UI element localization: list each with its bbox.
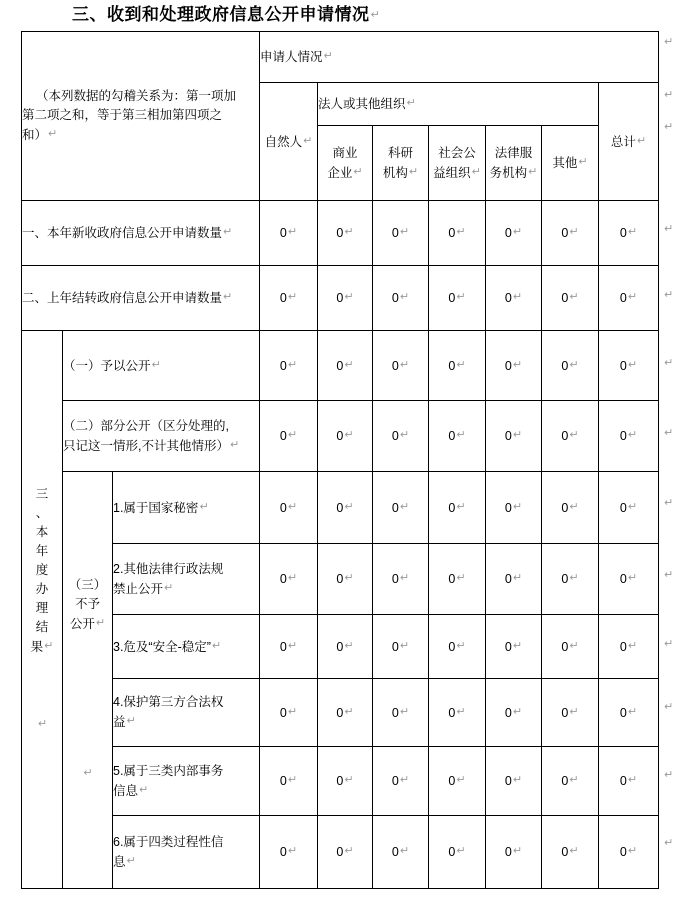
pilcrow-mark: ↵ <box>344 705 354 718</box>
table-row <box>22 615 659 679</box>
cell-value: 0↵ <box>486 401 542 472</box>
pilcrow-mark: ↵ <box>399 774 410 786</box>
cell-value: 0↵ <box>486 266 542 331</box>
cell-value: 0↵ <box>373 472 429 544</box>
pilcrow-mark: ↵ <box>287 291 298 303</box>
pilcrow-mark: ↵ <box>399 291 410 303</box>
cell-value: 0↵ <box>429 472 486 544</box>
pilcrow-mark: ↵ <box>471 165 481 178</box>
cell-value: 0↵ <box>318 544 373 615</box>
cell-value: 0↵ <box>260 401 318 472</box>
cell-value: 0↵ <box>542 615 599 679</box>
pilcrow-mark: ↵ <box>344 226 354 238</box>
pilcrow-mark: ↵ <box>664 638 674 650</box>
cell-value: 0↵ <box>486 615 542 679</box>
cell-value: 0↵ <box>373 266 429 331</box>
cell-value: 0↵ <box>542 266 599 331</box>
cell-value: 0↵ <box>318 679 373 747</box>
pilcrow-mark: ↵ <box>48 128 58 140</box>
row-group-annual-results: 三 、 本 年 度 办 理 结 果↵ ↵ <box>22 331 63 889</box>
table-row <box>22 331 659 401</box>
pilcrow-mark: ↵ <box>344 500 354 513</box>
pilcrow-mark: ↵ <box>627 774 638 786</box>
header-column-total: 总计↵ <box>599 83 659 201</box>
cell-value: 0↵ <box>429 266 486 331</box>
pilcrow-mark: ↵ <box>344 291 354 303</box>
pilcrow-mark: ↵ <box>344 639 354 652</box>
pilcrow-mark: ↵ <box>211 639 222 652</box>
pilcrow-mark: ↵ <box>664 701 674 713</box>
pilcrow-mark: ↵ <box>456 291 466 303</box>
pilcrow-mark: ↵ <box>456 500 466 513</box>
header-column-social-welfare-org: 社会公 益组织↵ <box>429 126 486 201</box>
pilcrow-mark: ↵ <box>627 429 638 441</box>
cell-value: 0↵ <box>429 816 486 889</box>
cell-value: 0↵ <box>542 401 599 472</box>
cell-value: 0↵ <box>260 747 318 816</box>
pilcrow-mark: ↵ <box>223 226 233 238</box>
pilcrow-mark: ↵ <box>399 429 410 441</box>
pilcrow-mark: ↵ <box>569 500 579 513</box>
cell-value: 0↵ <box>260 544 318 615</box>
pilcrow-mark: ↵ <box>569 291 579 303</box>
header-note-line-1: （本列数据的勾稽关系为：第一项加 <box>36 89 237 103</box>
pilcrow-mark: ↵ <box>229 438 240 451</box>
pilcrow-mark: ↵ <box>344 429 354 441</box>
gov-information-disclosure-table <box>21 31 659 889</box>
cell-value: 0↵ <box>486 472 542 544</box>
row-label-carried-over: 二、上年结转政府信息公开申请数量↵ <box>22 266 260 331</box>
header-column-legal-service-org: 法律服 务机构↵ <box>486 126 542 201</box>
pilcrow-mark: ↵ <box>126 715 136 727</box>
cell-value: 0↵ <box>486 679 542 747</box>
cell-value: 0↵ <box>599 544 659 615</box>
cell-value: 0↵ <box>373 679 429 747</box>
cell-value: 0↵ <box>429 331 486 401</box>
cell-value: 0↵ <box>486 747 542 816</box>
row-label-process-info: 6.属于四类过程性信 息↵ <box>113 816 260 889</box>
pilcrow-mark: ↵ <box>664 223 674 235</box>
cell-value: 0↵ <box>542 747 599 816</box>
pilcrow-mark: ↵ <box>569 705 579 718</box>
pilcrow-mark: ↵ <box>344 572 354 584</box>
pilcrow-mark: ↵ <box>627 705 638 718</box>
pilcrow-mark: ↵ <box>627 845 638 857</box>
pilcrow-mark: ↵ <box>627 500 638 513</box>
table-row <box>22 472 659 544</box>
cell-value: 0↵ <box>260 816 318 889</box>
pilcrow-mark: ↵ <box>456 845 466 857</box>
cell-value: 0↵ <box>373 544 429 615</box>
pilcrow-mark: ↵ <box>399 845 410 857</box>
header-column-research-institution: 科研 机构↵ <box>373 126 429 201</box>
table-row <box>22 747 659 816</box>
pilcrow-mark: ↵ <box>199 500 209 513</box>
pilcrow-mark: ↵ <box>399 639 410 652</box>
cell-value: 0↵ <box>373 331 429 401</box>
pilcrow-mark: ↵ <box>569 845 579 857</box>
cell-value: 0↵ <box>373 201 429 266</box>
row-label-internal-affairs: 5.属于三类内部事务 信息↵ <box>113 747 260 816</box>
pilcrow-mark: ↵ <box>627 358 638 371</box>
table-row <box>22 679 659 747</box>
cell-value: 0↵ <box>599 747 659 816</box>
cell-value: 0↵ <box>542 544 599 615</box>
pilcrow-mark: ↵ <box>664 769 674 781</box>
row-label-state-secret: 1.属于国家秘密↵ <box>113 472 260 544</box>
cell-value: 0↵ <box>373 401 429 472</box>
cell-value: 0↵ <box>260 331 318 401</box>
pilcrow-mark: ↵ <box>44 639 54 652</box>
page-title-text: 三、收到和处理政府信息公开申请情况 <box>72 5 370 24</box>
pilcrow-mark: ↵ <box>664 36 674 48</box>
pilcrow-mark: ↵ <box>627 226 638 238</box>
header-column-other: 其他↵ <box>542 126 599 201</box>
pilcrow-mark: ↵ <box>323 50 333 62</box>
pilcrow-mark: ↵ <box>664 121 674 133</box>
pilcrow-mark: ↵ <box>512 774 523 786</box>
cell-value: 0↵ <box>260 201 318 266</box>
pilcrow-mark: ↵ <box>287 358 298 371</box>
cell-value: 0↵ <box>486 816 542 889</box>
cell-value: 0↵ <box>486 331 542 401</box>
cell-value: 0↵ <box>599 201 659 266</box>
pilcrow-mark: ↵ <box>95 617 106 629</box>
table-row <box>22 201 659 266</box>
table-header-row-1 <box>22 32 659 83</box>
pilcrow-mark: ↵ <box>456 358 466 371</box>
pilcrow-mark: ↵ <box>126 854 136 867</box>
cell-value: 0↵ <box>318 747 373 816</box>
header-note-cell <box>22 32 260 201</box>
cell-value: 0↵ <box>486 544 542 615</box>
pilcrow-mark: ↵ <box>287 572 298 584</box>
pilcrow-mark: ↵ <box>512 226 523 238</box>
pilcrow-mark: ↵ <box>344 358 354 371</box>
cell-value: 0↵ <box>318 331 373 401</box>
cell-value: 0↵ <box>599 615 659 679</box>
pilcrow-mark: ↵ <box>456 572 466 584</box>
cell-value: 0↵ <box>599 331 659 401</box>
pilcrow-mark: ↵ <box>151 358 161 371</box>
pilcrow-mark: ↵ <box>344 845 354 857</box>
cell-value: 0↵ <box>260 615 318 679</box>
pilcrow-mark: ↵ <box>370 9 381 21</box>
pilcrow-mark: ↵ <box>399 358 410 371</box>
pilcrow-mark: ↵ <box>664 427 674 439</box>
pilcrow-mark: ↵ <box>512 429 523 441</box>
pilcrow-mark: ↵ <box>578 156 588 168</box>
pilcrow-mark: ↵ <box>223 291 233 303</box>
pilcrow-mark: ↵ <box>512 705 523 718</box>
pilcrow-mark: ↵ <box>353 165 363 178</box>
table-row <box>22 401 659 472</box>
pilcrow-mark: ↵ <box>287 705 298 718</box>
row-label-safety-stability: 3.危及“安全-稳定”↵ <box>113 615 260 679</box>
pilcrow-mark: ↵ <box>664 569 674 581</box>
cell-value: 0↵ <box>599 679 659 747</box>
pilcrow-mark: ↵ <box>399 226 410 238</box>
header-applicant-group: 申请人情况↵ <box>260 32 659 83</box>
cell-value: 0↵ <box>429 201 486 266</box>
pilcrow-mark: ↵ <box>287 774 298 786</box>
pilcrow-mark: ↵ <box>456 639 466 652</box>
cell-value: 0↵ <box>318 615 373 679</box>
pilcrow-mark: ↵ <box>664 357 674 369</box>
pilcrow-mark: ↵ <box>627 291 638 303</box>
cell-value: 0↵ <box>599 401 659 472</box>
pilcrow-mark: ↵ <box>37 717 48 730</box>
pilcrow-mark: ↵ <box>664 289 674 301</box>
header-note-line-3: 和）↵ <box>22 128 58 142</box>
table-row <box>22 544 659 615</box>
header-note-line-2: 第二项之和，等于第三相加第四项之 <box>22 108 223 122</box>
cell-value: 0↵ <box>318 266 373 331</box>
pilcrow-mark: ↵ <box>83 767 93 779</box>
pilcrow-mark: ↵ <box>406 97 416 109</box>
row-label-third-party: 4.保护第三方合法权 益↵ <box>113 679 260 747</box>
table-row <box>22 266 659 331</box>
pilcrow-mark: ↵ <box>569 774 579 786</box>
pilcrow-mark: ↵ <box>512 358 523 371</box>
cell-value: 0↵ <box>429 679 486 747</box>
cell-value: 0↵ <box>429 747 486 816</box>
cell-value: 0↵ <box>429 544 486 615</box>
row-label-disclose: （一）予以公开↵ <box>63 331 260 401</box>
row-label-new-received: 一、本年新收政府信息公开申请数量↵ <box>22 201 260 266</box>
cell-value: 0↵ <box>599 472 659 544</box>
pilcrow-mark: ↵ <box>408 165 419 178</box>
cell-value: 0↵ <box>373 747 429 816</box>
cell-value: 0↵ <box>486 201 542 266</box>
pilcrow-mark: ↵ <box>287 639 298 652</box>
pilcrow-mark: ↵ <box>569 226 579 238</box>
pilcrow-mark: ↵ <box>627 639 638 652</box>
row-label-other-laws: 2.其他法律行政法规 禁止公开↵ <box>113 544 260 615</box>
pilcrow-mark: ↵ <box>569 358 579 371</box>
pilcrow-mark: ↵ <box>344 774 354 786</box>
cell-value: 0↵ <box>599 816 659 889</box>
cell-value: 0↵ <box>542 472 599 544</box>
pilcrow-mark: ↵ <box>664 497 674 509</box>
pilcrow-mark: ↵ <box>636 134 647 147</box>
cell-value: 0↵ <box>318 401 373 472</box>
pilcrow-mark: ↵ <box>399 705 410 718</box>
row-label-partial-disclose: （二）部分公开（区分处理的, 只记这一情形,不计其他情形）↵ <box>63 401 260 472</box>
cell-value: 0↵ <box>373 816 429 889</box>
pilcrow-mark: ↵ <box>303 134 313 147</box>
pilcrow-mark: ↵ <box>164 581 174 594</box>
row-group-nondisclosure: （三） 不予 公开↵ ↵ <box>63 472 113 889</box>
pilcrow-mark: ↵ <box>512 291 523 303</box>
table-row <box>22 816 659 889</box>
pilcrow-mark: ↵ <box>287 845 298 857</box>
pilcrow-mark: ↵ <box>627 572 638 584</box>
cell-value: 0↵ <box>260 472 318 544</box>
cell-value: 0↵ <box>542 679 599 747</box>
cell-value: 0↵ <box>542 201 599 266</box>
header-legal-entity-group: 法人或其他组织↵ <box>318 83 599 126</box>
pilcrow-mark: ↵ <box>664 837 674 849</box>
pilcrow-mark: ↵ <box>287 429 298 441</box>
cell-value: 0↵ <box>318 472 373 544</box>
pilcrow-mark: ↵ <box>528 165 538 178</box>
cell-value: 0↵ <box>260 679 318 747</box>
cell-value: 0↵ <box>373 615 429 679</box>
pilcrow-mark: ↵ <box>664 89 674 101</box>
header-column-commercial-enterprise: 商业 企业↵ <box>318 126 373 201</box>
pilcrow-mark: ↵ <box>456 429 466 441</box>
cell-value: 0↵ <box>599 266 659 331</box>
pilcrow-mark: ↵ <box>512 845 523 857</box>
pilcrow-mark: ↵ <box>456 226 466 238</box>
pilcrow-mark: ↵ <box>569 572 579 584</box>
page-title <box>72 2 380 28</box>
cell-value: 0↵ <box>318 201 373 266</box>
pilcrow-mark: ↵ <box>399 500 410 513</box>
pilcrow-mark: ↵ <box>139 783 149 796</box>
pilcrow-mark: ↵ <box>512 639 523 652</box>
pilcrow-mark: ↵ <box>512 572 523 584</box>
cell-value: 0↵ <box>542 331 599 401</box>
cell-value: 0↵ <box>318 816 373 889</box>
pilcrow-mark: ↵ <box>287 226 298 238</box>
pilcrow-mark: ↵ <box>512 500 523 513</box>
cell-value: 0↵ <box>429 615 486 679</box>
pilcrow-mark: ↵ <box>569 639 579 652</box>
cell-value: 0↵ <box>260 266 318 331</box>
cell-value: 0↵ <box>429 401 486 472</box>
cell-value: 0↵ <box>542 816 599 889</box>
pilcrow-mark: ↵ <box>287 500 298 513</box>
pilcrow-mark: ↵ <box>456 705 466 718</box>
pilcrow-mark: ↵ <box>456 774 466 786</box>
pilcrow-mark: ↵ <box>569 429 579 441</box>
pilcrow-mark: ↵ <box>399 572 410 584</box>
header-column-natural-person: 自然人↵ <box>260 83 318 201</box>
